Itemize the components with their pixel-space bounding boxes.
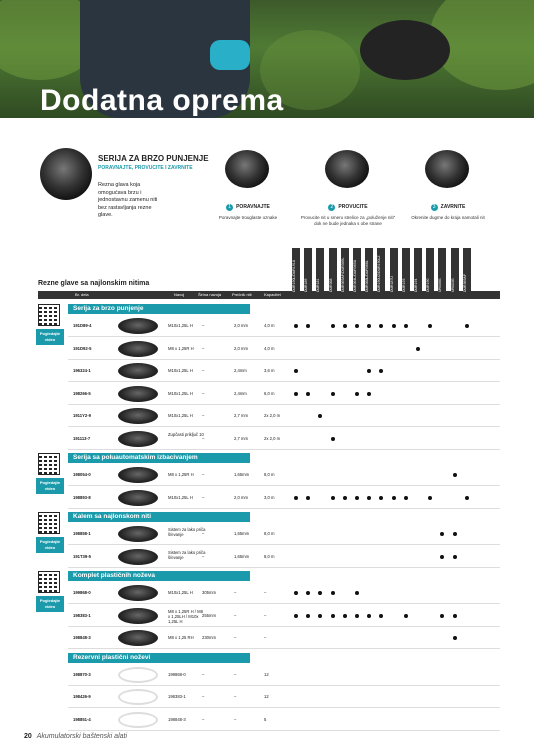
width-cell: – bbox=[202, 671, 205, 677]
product-image bbox=[118, 689, 158, 705]
width-cell: – bbox=[202, 531, 205, 536]
product-image bbox=[118, 667, 158, 683]
model-column-header: DUR194 bbox=[414, 248, 422, 294]
compatibility-dot bbox=[355, 591, 359, 595]
capacity-cell: – bbox=[264, 612, 267, 618]
table-row bbox=[68, 686, 500, 708]
compatibility-dot bbox=[404, 614, 408, 618]
compatibility-dot bbox=[294, 369, 298, 373]
compatibility-dot bbox=[331, 496, 335, 500]
diameter-cell: 1,65mm bbox=[234, 531, 250, 536]
product-image bbox=[118, 341, 158, 357]
model-column-header: DUR364L/DUR365U bbox=[353, 248, 361, 294]
step-2: 2 PROVUCITE Provucite nit u smeru strelice za „poluženje niti” dok ne bude jednaka s obe strane bbox=[300, 204, 396, 226]
diameter-cell: 1,65mm bbox=[234, 553, 250, 559]
width-cell: – bbox=[202, 323, 205, 328]
step2-image bbox=[325, 150, 369, 188]
compatibility-dot bbox=[294, 496, 298, 500]
part-code: 198851-4 bbox=[73, 716, 91, 722]
capacity-cell: 4,0 m bbox=[264, 345, 275, 351]
compatibility-dot bbox=[331, 437, 335, 441]
compatibility-dot bbox=[331, 614, 335, 618]
compatibility-dot bbox=[306, 614, 310, 618]
thread-cell: M8 x 1,25R H bbox=[168, 472, 194, 477]
compatibility-dot bbox=[367, 496, 371, 500]
hero-trimmer-image bbox=[360, 20, 450, 80]
table-row bbox=[68, 428, 500, 450]
product-image bbox=[118, 431, 158, 447]
compatibility-dot bbox=[331, 591, 335, 595]
model-column-header: DUR187U bbox=[390, 248, 398, 294]
compatibility-dot bbox=[294, 324, 298, 328]
thread-cell: M10x1,25L H bbox=[168, 494, 193, 500]
compatibility-dot bbox=[306, 496, 310, 500]
qr-code-icon[interactable] bbox=[38, 571, 60, 593]
model-column-header: UR003G bbox=[451, 248, 459, 294]
compatibility-dot bbox=[367, 392, 371, 396]
table-row bbox=[68, 546, 500, 568]
compatibility-dot bbox=[355, 614, 359, 618]
thread-cell: M10x1,25L H bbox=[168, 368, 193, 373]
part-code: 191113-7 bbox=[73, 435, 91, 441]
product-image bbox=[118, 630, 158, 646]
capacity-cell: 8,0 m bbox=[264, 472, 275, 477]
diameter-cell: – bbox=[234, 612, 237, 618]
thread-cell: 198383-1 bbox=[168, 694, 186, 699]
diameter-cell: – bbox=[234, 671, 237, 677]
compatibility-dot bbox=[404, 496, 408, 500]
table-row bbox=[68, 664, 500, 686]
model-column-header: DUR190L/DUR191U bbox=[292, 248, 300, 294]
thread-cell: 198848-3 bbox=[168, 716, 186, 722]
section-header: Serija sa poluautomatskim izbacivanjem bbox=[68, 453, 250, 463]
step1-image bbox=[225, 150, 269, 188]
product-image bbox=[118, 608, 158, 624]
compatibility-dot bbox=[318, 414, 322, 418]
compatibility-dot bbox=[453, 555, 457, 559]
video-link[interactable]: Pogledajte video bbox=[36, 329, 64, 345]
video-link[interactable]: Pogledajte video bbox=[36, 478, 64, 494]
compatibility-dot bbox=[440, 532, 444, 536]
table-row bbox=[68, 405, 500, 427]
width-cell: – bbox=[202, 694, 205, 699]
part-code: 198426-9 bbox=[73, 694, 91, 699]
page-title: Dodatna oprema bbox=[40, 84, 284, 117]
compatibility-dot bbox=[343, 614, 347, 618]
compatibility-dot bbox=[355, 392, 359, 396]
step-1: 1 PORAVNAJTE Poravnajte trouglaste oznake bbox=[218, 204, 278, 220]
model-column-header: DUR190 bbox=[426, 248, 434, 294]
compatibility-dot bbox=[428, 496, 432, 500]
compatibility-dot bbox=[343, 496, 347, 500]
part-code: 191D89-4 bbox=[73, 323, 92, 328]
compatibility-dot bbox=[318, 591, 322, 595]
capacity-cell: 5 bbox=[264, 716, 267, 722]
compatibility-dot bbox=[453, 473, 457, 477]
qr-code-icon[interactable] bbox=[38, 304, 60, 326]
diameter-cell: – bbox=[234, 716, 237, 722]
width-cell: 305mm bbox=[202, 590, 216, 595]
thread-cell: M10x1,25L H bbox=[168, 323, 193, 328]
compatibility-dot bbox=[331, 324, 335, 328]
compatibility-dot bbox=[379, 369, 383, 373]
page-number: 20 bbox=[24, 733, 32, 740]
model-column-header: DUR190UZ/DUR190LZ bbox=[377, 248, 385, 294]
section-header: Kalem sa najlonskom niti bbox=[68, 512, 250, 522]
video-link[interactable]: Pogledajte video bbox=[36, 596, 64, 612]
diameter-cell: 2,0 mm bbox=[234, 345, 248, 351]
part-code: 1911Y2-9 bbox=[73, 413, 91, 418]
width-cell: 230mm bbox=[202, 635, 216, 640]
width-cell: – bbox=[202, 345, 205, 351]
part-code: 198858-1 bbox=[73, 531, 91, 536]
hero-banner bbox=[0, 0, 534, 118]
compatibility-dot bbox=[294, 591, 298, 595]
compatibility-dot bbox=[306, 392, 310, 396]
product-image bbox=[118, 408, 158, 424]
section-header: Komplet plastičnih noževa bbox=[68, 571, 250, 581]
diameter-cell: 2,7 mm bbox=[234, 435, 248, 441]
table-header: Br. dela Navoj Širina navoja Prečnik niti Kapacitet bbox=[38, 291, 500, 299]
product-image bbox=[118, 318, 158, 334]
product-image bbox=[118, 363, 158, 379]
table-row bbox=[68, 605, 500, 627]
compatibility-dot bbox=[367, 369, 371, 373]
part-code: 198383-1 bbox=[73, 612, 91, 618]
product-image bbox=[118, 712, 158, 728]
product-image bbox=[118, 585, 158, 601]
compatibility-dot bbox=[416, 347, 420, 351]
intro-desc: Rezna glava koja omogućava brzu i jednostavnu zamenu niti bez rastavljanja rezne glave. bbox=[98, 182, 158, 218]
part-code: 199868-0 bbox=[73, 590, 91, 595]
thread-cell: M8 x 1,25R H bbox=[168, 345, 194, 351]
table-row bbox=[68, 709, 500, 731]
capacity-cell: 8,0 m bbox=[264, 531, 275, 536]
compatibility-dot bbox=[392, 324, 396, 328]
thread-cell: Zupčasti priključ 10 bbox=[168, 431, 204, 437]
product-image bbox=[118, 467, 158, 483]
capacity-cell: 12 bbox=[264, 694, 269, 699]
table-row bbox=[68, 338, 500, 360]
model-column-header: DUR193 bbox=[402, 248, 410, 294]
intro-section bbox=[40, 140, 510, 260]
product-image bbox=[118, 549, 158, 565]
capacity-cell: 6,0 m bbox=[264, 390, 275, 396]
part-code: 196324-1 bbox=[73, 368, 91, 373]
capacity-cell: – bbox=[264, 635, 267, 640]
table-row bbox=[68, 487, 500, 509]
compatibility-dot bbox=[331, 392, 335, 396]
part-code: 191T39-5 bbox=[73, 553, 91, 559]
compatibility-dot bbox=[306, 591, 310, 595]
intro-subtitle: PORAVNAJTE, PROVUCITE I ZAVRNITE bbox=[98, 165, 193, 171]
qr-code-icon[interactable] bbox=[38, 453, 60, 475]
table-row bbox=[68, 315, 500, 337]
compatibility-dot bbox=[465, 496, 469, 500]
video-link[interactable]: Pogledajte video bbox=[36, 537, 64, 553]
table-row bbox=[68, 582, 500, 604]
part-code: 198054-0 bbox=[73, 472, 91, 477]
thread-cell: Sistem za lako priča š/evanje bbox=[168, 527, 206, 537]
thread-cell: M10x1,25L H bbox=[168, 590, 193, 595]
model-column-header: DUR368 bbox=[329, 248, 337, 294]
part-code: 191D92-5 bbox=[73, 345, 92, 351]
compatibility-dot bbox=[440, 555, 444, 559]
capacity-cell: 3,0 m bbox=[264, 494, 275, 500]
part-code: 198848-3 bbox=[73, 635, 91, 640]
compatibility-dot bbox=[379, 324, 383, 328]
capacity-cell: 4,0 m bbox=[264, 323, 275, 328]
compatibility-dot bbox=[404, 324, 408, 328]
width-cell: 255mm bbox=[202, 612, 216, 618]
table-row bbox=[68, 360, 500, 382]
section-header: Rezervni plastični noževi bbox=[68, 653, 250, 663]
compatibility-dot bbox=[392, 496, 396, 500]
width-cell: – bbox=[202, 390, 205, 396]
compatibility-dot bbox=[367, 324, 371, 328]
model-column-header: DUR369AP bbox=[463, 248, 471, 294]
compatibility-dot bbox=[343, 324, 347, 328]
compatibility-dot bbox=[318, 614, 322, 618]
step3-image bbox=[425, 150, 469, 188]
table-row bbox=[68, 523, 500, 545]
capacity-cell: 2x 2,0 m bbox=[264, 413, 281, 418]
diameter-cell: 2,0 mm bbox=[234, 323, 248, 328]
model-column-header: DUR189 bbox=[304, 248, 312, 294]
compatibility-dot bbox=[428, 324, 432, 328]
diameter-cell: 2,0 mm bbox=[234, 494, 248, 500]
model-column-header: DUR369AP/DUR369L bbox=[341, 248, 349, 294]
capacity-cell: 12 bbox=[264, 671, 269, 677]
diameter-cell: – bbox=[234, 694, 237, 699]
model-column-header: DUR368L/DUR368L bbox=[365, 248, 373, 294]
width-cell: – bbox=[202, 413, 205, 418]
width-cell: – bbox=[202, 435, 205, 441]
thread-cell: M8 x 1,25 RH bbox=[168, 635, 194, 640]
capacity-cell: 2x 2,0 m bbox=[264, 435, 281, 441]
capacity-cell: 3,6 m bbox=[264, 368, 275, 373]
compatibility-dot bbox=[465, 324, 469, 328]
table-row bbox=[68, 383, 500, 405]
diameter-cell: – bbox=[234, 635, 237, 640]
table-title: Rezne glave sa najlonskim nitima bbox=[38, 280, 150, 287]
diameter-cell: 1,65mm bbox=[234, 472, 250, 477]
diameter-cell: 2,7 mm bbox=[234, 413, 248, 418]
model-column-header: DUR181 bbox=[316, 248, 324, 294]
model-column-header: UR006G bbox=[438, 248, 446, 294]
table-row bbox=[68, 464, 500, 486]
capacity-cell: – bbox=[264, 590, 267, 595]
thread-cell: 199868-0 bbox=[168, 671, 186, 677]
compatibility-dot bbox=[379, 614, 383, 618]
footer-text: Akumulatorski baštenski alati bbox=[36, 733, 128, 740]
compatibility-dot bbox=[453, 614, 457, 618]
thread-cell: Sistem za lako priča š/evanje bbox=[168, 549, 206, 560]
diameter-cell: – bbox=[234, 590, 237, 595]
intro-title: SERIJA ZA BRZO PUNJENJE bbox=[98, 154, 209, 163]
diameter-cell: 2,4mm bbox=[234, 390, 247, 396]
footer bbox=[24, 733, 127, 740]
table-row bbox=[68, 627, 500, 649]
compatibility-dot bbox=[453, 532, 457, 536]
compatibility-dot bbox=[306, 324, 310, 328]
compatibility-dot bbox=[355, 324, 359, 328]
capacity-cell: 8,0 m bbox=[264, 553, 275, 559]
compatibility-dot bbox=[294, 614, 298, 618]
width-cell: – bbox=[202, 472, 205, 477]
width-cell: – bbox=[202, 716, 205, 722]
part-code: 198870-3 bbox=[73, 671, 91, 677]
compatibility-dot bbox=[440, 614, 444, 618]
width-cell: – bbox=[202, 494, 205, 500]
diameter-cell: 2,4mm bbox=[234, 368, 247, 373]
compatibility-dot bbox=[294, 392, 298, 396]
compatibility-dot bbox=[453, 636, 457, 640]
compatibility-dot bbox=[355, 496, 359, 500]
product-image bbox=[118, 386, 158, 402]
compatibility-dot bbox=[367, 614, 371, 618]
thread-cell: M8 x 1,25R H / M8 x 1,25LH / M10x 1,25L H bbox=[168, 608, 203, 624]
width-cell: – bbox=[202, 368, 205, 373]
thread-cell: M10x1,25L H bbox=[168, 390, 193, 396]
part-code: 198266-5 bbox=[73, 390, 91, 396]
thread-cell: M10x1,25L H bbox=[168, 413, 193, 418]
section-header: Serija za brzo punjenje bbox=[68, 304, 250, 314]
width-cell: – bbox=[202, 553, 205, 559]
compatibility-dot bbox=[379, 496, 383, 500]
spool-image bbox=[40, 148, 92, 200]
step-3: 3 ZAVRNITE Okrenite dugme do kraja namotali nit bbox=[411, 204, 485, 220]
part-code: 198893-8 bbox=[73, 494, 91, 500]
product-image bbox=[118, 526, 158, 542]
product-image bbox=[118, 490, 158, 506]
qr-code-icon[interactable] bbox=[38, 512, 60, 534]
